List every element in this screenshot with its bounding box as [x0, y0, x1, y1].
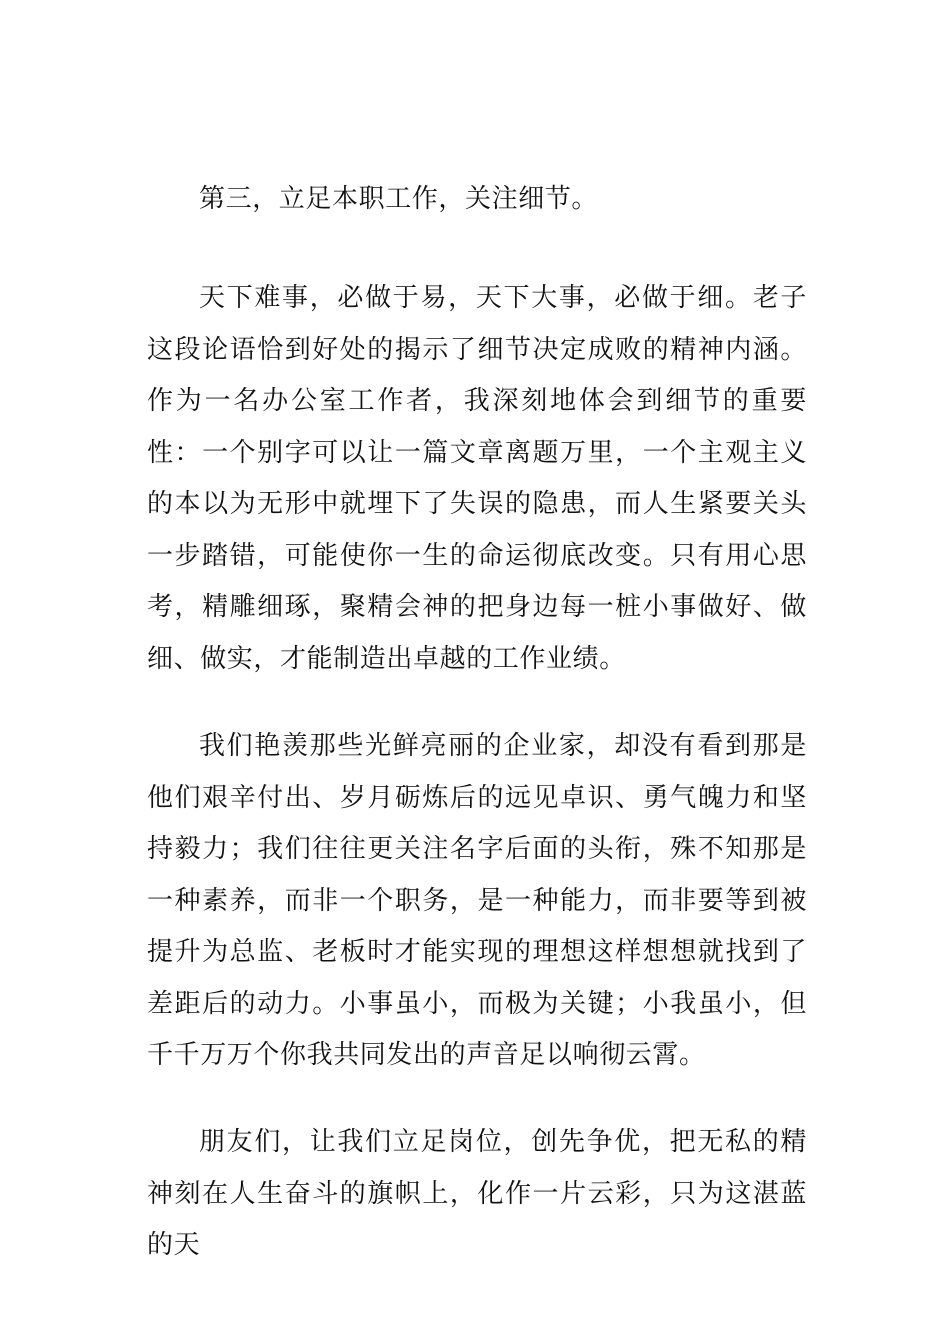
body-paragraph: 我们艳羡那些光鲜亮丽的企业家，却没有看到那是他们艰辛付出、岁月砺炼后的远见卓识、勇气魄力和坚持毅力；我们往往更关注名字后面的头衔，殊不知那是一种素养，而非一个职务，是一种能力，而非要等到被提升为总监、老板时才能实现的理想这样想想就找到了差距后的动力。小事虽小，而极为关键；小我虽小，但千千万万个你我共同发出的声音足以响彻云霄。: [147, 731, 807, 1070]
body-paragraph: 天下难事，必做于易，天下大事，必做于细。老子这段论语恰到好处的揭示了细节决定成败的精神内涵。作为一名办公室工作者，我深刻地体会到细节的重要性：一个别字可以让一篇文章离题万里，一个主观主义的本以为无形中就埋下了失误的隐患，而人生紧要关头一步踏错，可能使你一生的命运彻底改变。只有用心思考，精雕细琢，聚精会神的把身边每一桩小事做好、做细、做实，才能制造出卓越的工作业绩。: [147, 283, 807, 674]
section-heading-paragraph: 第三，立足本职工作，关注细节。: [199, 184, 599, 214]
body-paragraph: 朋友们，让我们立足岗位，创先争优，把无私的精神刻在人生奋斗的旗帜上，化作一片云彩，只为这湛蓝的天: [147, 1127, 807, 1260]
